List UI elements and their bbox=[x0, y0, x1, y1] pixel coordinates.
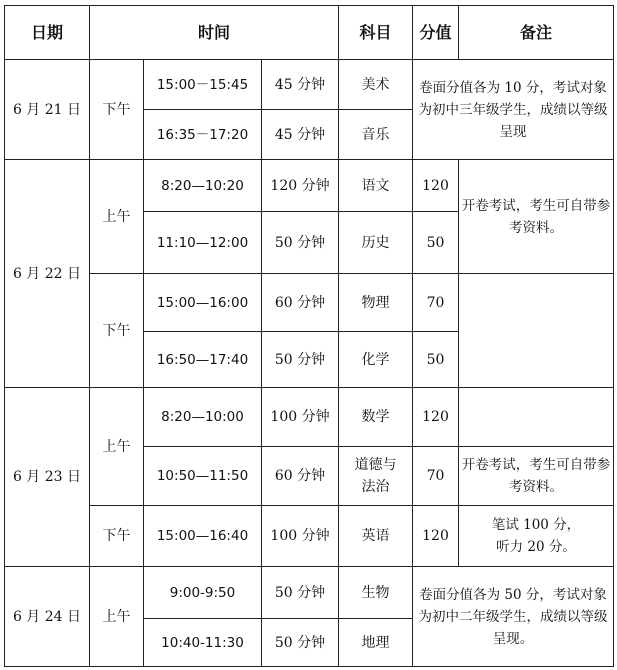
time-cell: 16:35－17:20 bbox=[144, 110, 262, 160]
table-row bbox=[5, 506, 614, 567]
header-row bbox=[5, 6, 614, 60]
exam-schedule-table bbox=[4, 5, 614, 667]
remark-cell-empty bbox=[459, 388, 614, 447]
duration-cell: 50 分钟 bbox=[262, 332, 339, 388]
subject-line: 法治 bbox=[361, 479, 390, 495]
period-cell: 下午 bbox=[90, 274, 144, 388]
header-subject: 科目 bbox=[339, 6, 413, 60]
table-row bbox=[5, 567, 614, 619]
period-cell: 上午 bbox=[90, 567, 144, 667]
header-time: 时间 bbox=[90, 6, 339, 60]
header-score: 分值 bbox=[413, 6, 459, 60]
subject-cell: 美术 bbox=[339, 60, 413, 110]
table-row bbox=[5, 60, 614, 110]
time-cell: 9:00-9:50 bbox=[144, 567, 262, 619]
subject-cell: 地理 bbox=[339, 619, 413, 667]
duration-cell: 50 分钟 bbox=[262, 619, 339, 667]
time-cell: 15:00—16:40 bbox=[144, 506, 262, 567]
duration-cell: 100 分钟 bbox=[262, 506, 339, 567]
subject-cell: 语文 bbox=[339, 160, 413, 212]
duration-cell: 45 分钟 bbox=[262, 60, 339, 110]
duration-cell: 50 分钟 bbox=[262, 567, 339, 619]
remark-line: 听力 20 分。 bbox=[496, 539, 576, 555]
duration-cell: 45 分钟 bbox=[262, 110, 339, 160]
time-cell: 10:40-11:30 bbox=[144, 619, 262, 667]
time-cell: 15:00—16:00 bbox=[144, 274, 262, 332]
time-cell: 8:20—10:20 bbox=[144, 160, 262, 212]
subject-cell: 英语 bbox=[339, 506, 413, 567]
remark-cell: 卷面分值各为 50 分，考试对象为初中二年级学生，成绩以等级呈现。 bbox=[413, 567, 614, 667]
duration-cell: 60 分钟 bbox=[262, 447, 339, 506]
remark-cell-empty bbox=[459, 274, 614, 388]
duration-cell: 60 分钟 bbox=[262, 274, 339, 332]
duration-cell: 50 分钟 bbox=[262, 212, 339, 274]
time-cell: 8:20—10:00 bbox=[144, 388, 262, 447]
period-cell: 下午 bbox=[90, 60, 144, 160]
date-cell: 6 月 24 日 bbox=[5, 567, 90, 667]
remark-cell bbox=[459, 506, 614, 567]
remark-line: 笔试 100 分， bbox=[491, 517, 581, 533]
table-row bbox=[5, 160, 614, 212]
subject-cell bbox=[339, 447, 413, 506]
score-cell: 70 bbox=[413, 447, 459, 506]
table-row bbox=[5, 274, 614, 332]
header-remark: 备注 bbox=[459, 6, 614, 60]
duration-cell: 120 分钟 bbox=[262, 160, 339, 212]
remark-cell: 开卷考试，考生可自带参考资料。 bbox=[459, 160, 614, 274]
subject-cell: 数学 bbox=[339, 388, 413, 447]
period-cell: 上午 bbox=[90, 160, 144, 274]
time-cell: 16:50—17:40 bbox=[144, 332, 262, 388]
score-cell: 50 bbox=[413, 212, 459, 274]
subject-line: 道德与 bbox=[354, 457, 397, 473]
date-cell: 6 月 22 日 bbox=[5, 160, 90, 388]
score-cell: 120 bbox=[413, 160, 459, 212]
table-row bbox=[5, 388, 614, 447]
subject-cell: 音乐 bbox=[339, 110, 413, 160]
time-cell: 10:50—11:50 bbox=[144, 447, 262, 506]
period-cell: 上午 bbox=[90, 388, 144, 506]
subject-cell: 化学 bbox=[339, 332, 413, 388]
remark-cell: 卷面分值各为 10 分，考试对象为初中三年级学生，成绩以等级呈现 bbox=[413, 60, 614, 160]
subject-cell: 历史 bbox=[339, 212, 413, 274]
time-cell: 11:10—12:00 bbox=[144, 212, 262, 274]
score-cell: 50 bbox=[413, 332, 459, 388]
score-cell: 70 bbox=[413, 274, 459, 332]
subject-cell: 生物 bbox=[339, 567, 413, 619]
remark-cell: 开卷考试，考生可自带参考资料。 bbox=[459, 447, 614, 506]
header-date: 日期 bbox=[5, 6, 90, 60]
date-cell: 6 月 23 日 bbox=[5, 388, 90, 567]
subject-cell: 物理 bbox=[339, 274, 413, 332]
score-cell: 120 bbox=[413, 388, 459, 447]
period-cell: 下午 bbox=[90, 506, 144, 567]
score-cell: 120 bbox=[413, 506, 459, 567]
date-cell: 6 月 21 日 bbox=[5, 60, 90, 160]
duration-cell: 100 分钟 bbox=[262, 388, 339, 447]
time-cell: 15:00－15:45 bbox=[144, 60, 262, 110]
